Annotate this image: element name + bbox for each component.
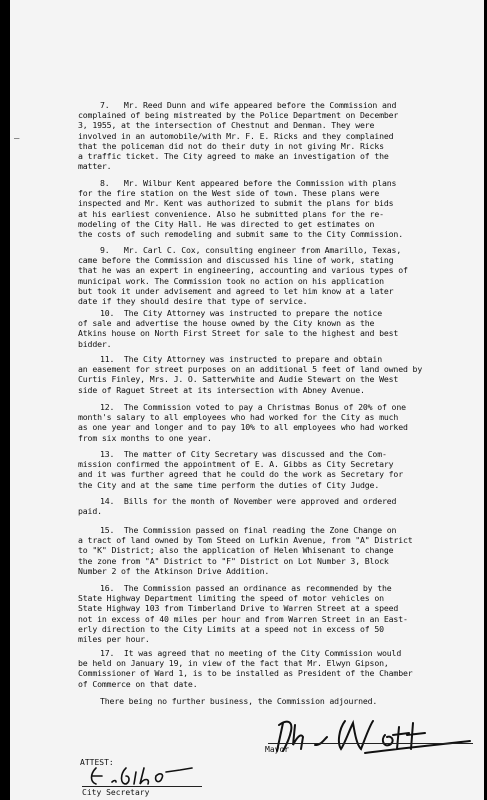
text-line: the City and at the same time perform the duties of City Judge. bbox=[78, 479, 380, 490]
text-line: to "K" District; also the application of Helen Whisenant to change bbox=[78, 545, 394, 556]
text-line: that the policeman did not do their duty in not giving Mr. Ricks bbox=[78, 140, 384, 151]
text-line: an easement for street purposes on an additional 5 feet of land owned by bbox=[78, 364, 423, 375]
margin-mark: — bbox=[14, 134, 20, 144]
text-line: date if they should desire that type of service. bbox=[78, 296, 308, 306]
text-line: side of Raguet Street at its intersection with Abney Avenue. bbox=[78, 384, 365, 395]
text-line: 15. The Commission passed on final reading the Zone Change on bbox=[100, 525, 397, 535]
text-line: 12. The Commission voted to pay a Christmas Bonus of 20% of one bbox=[100, 402, 406, 412]
secretary-signature-line bbox=[82, 786, 202, 787]
text-line: for the fire station on the West side of town. These plans were bbox=[78, 188, 380, 199]
text-line: miles per hour. bbox=[78, 634, 150, 644]
text-line: State Highway Department limiting the speed of motor vehicles on bbox=[78, 593, 384, 604]
document-page bbox=[10, 0, 484, 800]
text-line: a tract of land owned by Tom Steed on Lufkin Avenue, from "A" District bbox=[78, 535, 413, 546]
mayor-signature-line bbox=[268, 743, 473, 744]
mayor-label: Mayor bbox=[265, 745, 290, 754]
text-line: month's salary to all employees who had worked for the City as much bbox=[78, 412, 399, 423]
text-line: complained of being mistreated by the Police Department on December bbox=[78, 110, 399, 121]
text-line: at his earliest convenience. Also he submitted plans for the re- bbox=[78, 208, 384, 219]
text-line: from six months to one year. bbox=[78, 432, 212, 443]
text-line: involved in an automobile/with Mr. F. E. Ricks and they complained bbox=[78, 130, 394, 141]
text-line: inspected and Mr. Kent was authorized to submit the plans for bids bbox=[78, 198, 394, 209]
text-line: bidder. bbox=[78, 338, 112, 349]
text-line: be held on January 19, in view of the fact that Mr. Elwyn Gipson, bbox=[78, 658, 389, 669]
text-line: matter. bbox=[78, 161, 112, 172]
text-line: erly direction to the City Limits at a speed not in excess of 50 bbox=[78, 623, 384, 634]
text-line: Curtis Finley, Mrs. J. O. Satterwhite and Audie Stewart on the West bbox=[78, 374, 399, 385]
text-line: that he was an expert in engineering, accounting and various types of bbox=[78, 265, 408, 276]
text-line: mission confirmed the appointment of E. A. Gibbs as City Secretary bbox=[78, 459, 394, 470]
text-line: 8. Mr. Wilbur Kent appeared before the Commission with plans bbox=[100, 178, 397, 188]
text-line: of sale and advertise the house owned by the City known as the bbox=[78, 318, 375, 329]
text-line: modeling of the City Hall. He was directed to get estimates on bbox=[78, 218, 375, 229]
text-line: 11. The City Attorney was instructed to prepare and obtain bbox=[100, 354, 382, 364]
text-line: 3, 1955, at the intersection of Chestnut and Denman. They were bbox=[78, 120, 375, 131]
text-line: 13. The matter of City Secretary was discussed and the Com- bbox=[100, 449, 387, 459]
text-line: came before the Commission and discussed his line of work, stating bbox=[78, 255, 394, 266]
text-line: 9. Mr. Carl C. Cox, consulting engineer from Amarillo, Texas, bbox=[100, 245, 402, 255]
text-line: Commissioner of Ward 1, is to be installed as President of the Chamber bbox=[78, 668, 413, 679]
attest-label: ATTEST: bbox=[80, 758, 114, 767]
text-line: a traffic ticket. The City agreed to make an investigation of the bbox=[78, 151, 389, 161]
secretary-label: City Secretary bbox=[82, 788, 150, 797]
text-line: municipal work. The Commission took no action on his application bbox=[78, 275, 384, 286]
text-line: State Highway 103 from Timberland Drive to Warren Street at a speed bbox=[78, 603, 399, 614]
text-line: Atkins house on North First Street for sale to the highest and best bbox=[78, 328, 399, 339]
text-line: 10. The City Attorney was instructed to prepare the notice bbox=[100, 308, 382, 318]
text-line: 14. Bills for the month of November were approved and ordered bbox=[100, 496, 397, 506]
text-line: 16. The Commission passed an ordinance as recommended by the bbox=[100, 583, 392, 593]
mayor-signature bbox=[265, 715, 480, 760]
text-line: of Commerce on that date. bbox=[78, 678, 198, 689]
text-line: 17. It was agreed that no meeting of the City Commission would bbox=[100, 648, 402, 658]
text-line: paid. bbox=[78, 506, 102, 517]
text-line: and it was further agreed that he could do the work as Secretary for bbox=[78, 469, 403, 480]
text-line: as one year and longer and to pay 10% to all employees who had worked bbox=[78, 422, 408, 433]
text-line: 7. Mr. Reed Dunn and wife appeared before the Commission and bbox=[100, 100, 397, 110]
text-line: not in excess of 40 miles per hour and from Warren Street in an East- bbox=[78, 613, 408, 624]
text-line: the zone from "A" District to "F" District on Lot Number 3, Block bbox=[78, 555, 389, 566]
text-line: but took it under advisement and agreed to let him know at a later bbox=[78, 285, 394, 296]
text-line: Number 2 of the Atkinson Drive Addition. bbox=[78, 565, 270, 576]
text-line: the costs of such remodeling and submit same to the City Commission. bbox=[78, 229, 403, 239]
text-line: There being no further business, the Commission adjourned. bbox=[100, 696, 378, 706]
